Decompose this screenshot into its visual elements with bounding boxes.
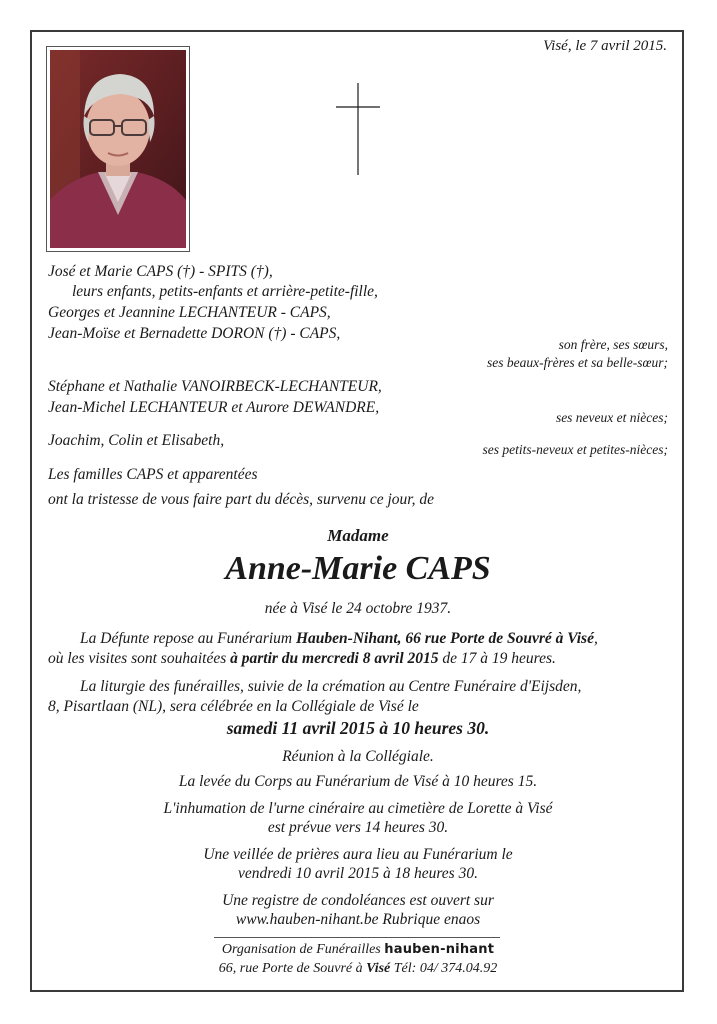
footer-address [40,961,676,977]
inhumation-line: L'inhumation de l'urne cinéraire au cimetière de Lorette à Visé [163,800,553,817]
footer-text: 66, rue Porte de Souvré à [218,961,367,976]
portrait-photo [46,46,190,252]
levee-info: La levée du Corps au Funérarium de Visé à 10 heures 15. [178,773,538,790]
family-line: Stéphane et Nathalie VANOIRBECK-LECHANTEUR, [48,378,382,395]
footer-divider [214,937,500,938]
visit-text: où les visites sont souhaitées [48,650,231,667]
company-logo: hauben-nihant [384,942,495,957]
inhumation-info [40,799,676,837]
liturgy-text: 8, Pisartlaan (NL), sera célébrée en la Collégiale de Visé le [48,698,419,715]
meeting-info: Réunion à la Collégiale. [282,748,434,765]
liturgy-paragraph [48,677,668,717]
visit-text: , [593,630,598,647]
condolences-link: www.hauben-nihant.be Rubrique enaos [235,911,481,928]
footer-text: Organisation de Funérailles [221,942,385,957]
condolences-info [40,891,676,929]
birth-info: née à Visé le 24 octobre 1937. [264,600,452,617]
relation-label: ses beaux-frères et sa belle-sœur; [487,355,668,370]
relation-label: ses neveux et nièces; [555,410,668,425]
condolences-line: Une registre de condoléances est ouvert sur [222,892,494,909]
vigil-line: vendredi 10 avril 2015 à 18 heures 30. [238,865,478,882]
family-line: José et Marie CAPS (†) - SPITS (†), [48,263,273,280]
deceased-name: Anne-Marie CAPS [225,550,491,587]
family-line: Jean-Michel LECHANTEUR et Aurore DEWANDRE, [48,399,380,416]
visit-paragraph [48,629,668,669]
family-line: Georges et Jeannine LECHANTEUR - CAPS, [48,304,331,321]
footer-organisation [40,942,676,958]
inhumation-line: est prévue vers 14 heures 30. [267,819,449,836]
vigil-info [40,845,676,883]
relation-label: son frère, ses sœurs, [558,337,668,352]
vigil-line: Une veillée de prières aura lieu au Funérarium le [203,846,513,863]
visit-text: La Défunte repose au Funérarium [80,630,296,647]
liturgy-text: La liturgie des funérailles, suivie de la crémation au Centre Funéraire d'Eijsden, [80,678,582,695]
family-line: leurs enfants, petits-enfants et arrière-petite-fille, [72,283,378,300]
relation-label: ses petits-neveux et petites-nièces; [482,442,668,457]
notice-date: Visé, le 7 avril 2015. [543,38,667,54]
footer-city: Visé [366,961,391,976]
funeral-home-address: Hauben-Nihant, 66 rue Porte de Souvré à Visé [295,630,594,647]
cross-icon [336,83,380,175]
visit-date: à partir du mercredi 8 avril 2015 [230,650,439,667]
family-line: Joachim, Colin et Elisabeth, [48,432,225,449]
footer-phone: Tél: 04/ 374.04.92 [390,961,498,976]
deceased-title: Madame [327,526,389,545]
family-line: Les familles CAPS et apparentées [48,466,258,483]
visit-text: de 17 à 19 heures. [438,650,556,667]
family-line: Jean-Moïse et Bernadette DORON (†) - CAPS, [48,325,341,342]
ceremony-date: samedi 11 avril 2015 à 10 heures 30. [226,718,490,738]
announcement-line: ont la tristesse de vous faire part du décès, survenu ce jour, de [48,491,435,508]
